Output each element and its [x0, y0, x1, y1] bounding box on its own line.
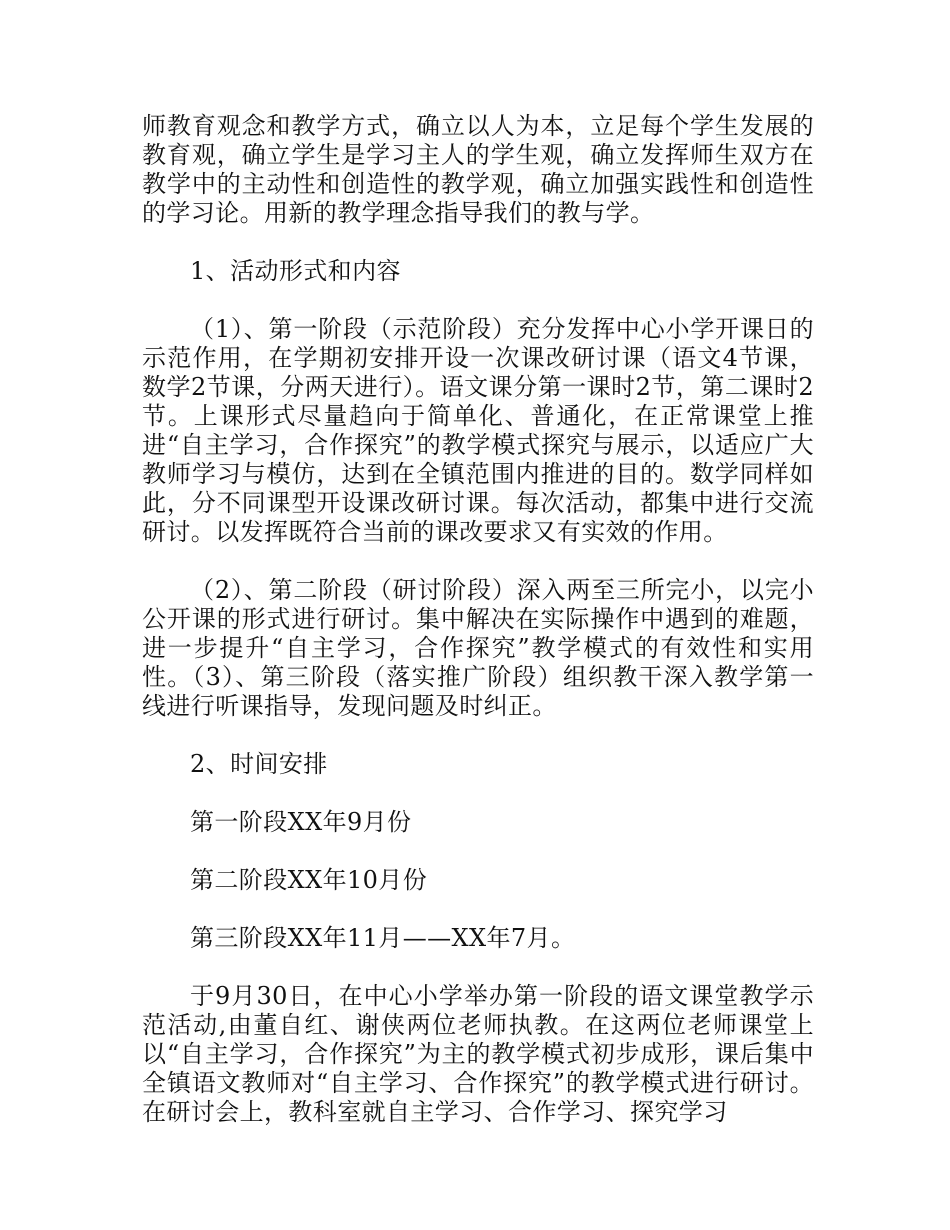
- document-page: [142, 112, 814, 1127]
- paragraph-stage-two-three: （2）、第二阶段（研讨阶段）深入两至三所完小，以完小公开课的形式进行研讨。集中解决在实际操作中遇到的难题，进一步提升“自主学习，合作探究”教学模式的有效性和实用性。（3）、第三阶段（落实推广阶段）组织教干深入教学第一线进行听课指导，发现问题及时纠正。: [142, 576, 814, 720]
- section-heading-schedule: 2、时间安排: [190, 750, 328, 778]
- paragraph-sept-activity: 于9月30日，在中心小学举办第一阶段的语文课堂教学示范活动,由董自红、谢侠两位老师执教。在这两位老师课堂上以“自主学习，合作探究”为主的教学模式初步成形，课后集中全镇语文教师对“自主学习、合作探究”的教学模式进行研讨。在研讨会上，教科室就自主学习、合作学习、探究学习: [142, 982, 814, 1126]
- paragraph-intro: 师教育观念和教学方式，确立以人为本，立足每个学生发展的教育观，确立学生是学习主人的学生观，确立发挥师生双方在教学中的主动性和创造性的教学观，确立加强实践性和创造性的学习论。用新的教学理念指导我们的教与学。: [142, 112, 814, 227]
- paragraph-stage-one: （1）、第一阶段（示范阶段）充分发挥中心小学开课日的示范作用，在学期初安排开设一次课改研讨课（语文4节课，数学2节课，分两天进行）。语文课分第一课时2节，第二课时2节。上课形式尽量趋向于简单化、普通化，在正常课堂上推进“自主学习，合作探究”的教学模式探究与展示，以适应广大教师学习与模仿，达到在全镇范围内推进的目的。数学同样如此，分不同课型开设课改研讨课。每次活动，都集中进行交流研讨。以发挥既符合当前的课改要求又有实效的作用。: [142, 315, 814, 546]
- schedule-line-2: 第二阶段XX年10月份: [190, 866, 428, 894]
- schedule-line-3: 第三阶段XX年11月——XX年7月。: [190, 924, 576, 952]
- section-heading-activity: 1、活动形式和内容: [190, 257, 401, 285]
- schedule-line-1: 第一阶段XX年9月份: [190, 808, 412, 836]
